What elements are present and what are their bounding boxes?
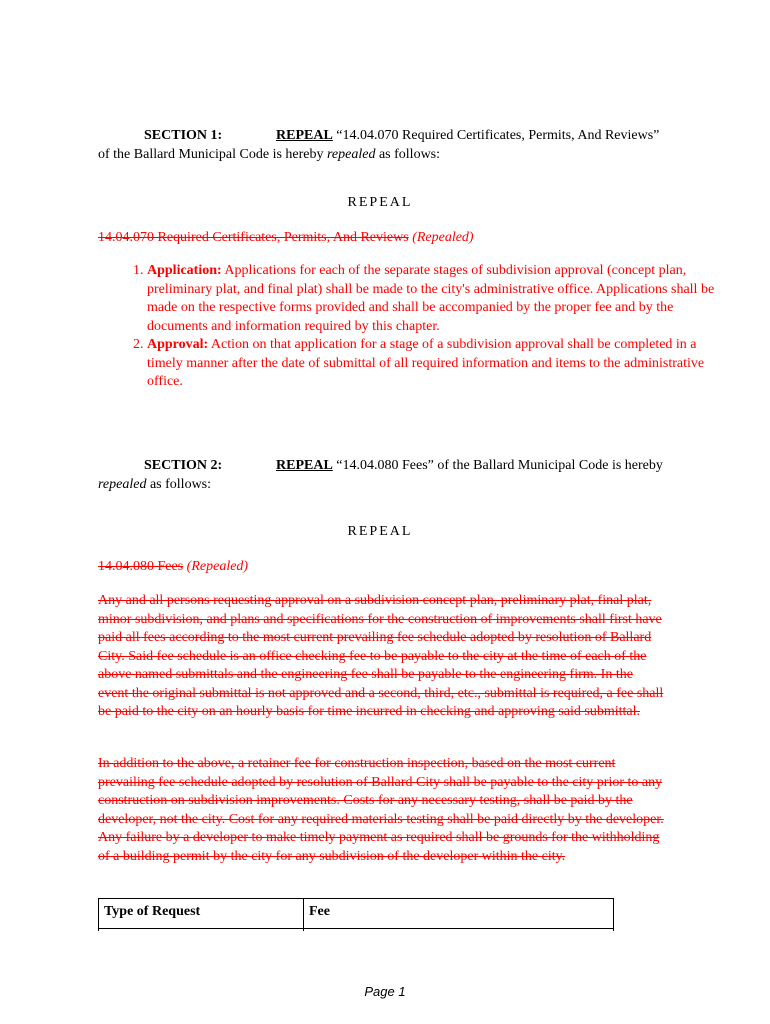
section-2-label: SECTION 2: [144, 458, 223, 473]
table-cell [99, 929, 304, 932]
repeal-heading-1: REPEAL [347, 195, 413, 210]
item-label: Application: [147, 263, 222, 278]
repeal-heading-2: REPEAL [347, 524, 413, 539]
subtitle-1-struck: 14.04.070 Required Certificates, Permits, And Reviews [98, 230, 409, 245]
section-1-repeal-word: REPEAL [276, 128, 333, 143]
table-header-fee: Fee [304, 899, 614, 929]
page-number: Page 1 [364, 984, 406, 999]
subtitle-1 [98, 229, 474, 247]
list-item-application [147, 262, 717, 336]
fee-table [98, 898, 614, 931]
fees-paragraph-1: Any and all persons requesting approval on a subdivision concept plan, preliminary plat, final plat, minor subdivision, and plans and specifications for the construction of improvements shall first have paid all fees according to the most current prevailing fee schedule adopted by resolution of Ballard City. Said fee schedule is an office checking fee to be payable to the city at the time of each of the above named submittals and the engineering fee shall be payable to the engineering firm. In the event the original submittal is not approved and a second, third, etc., submittal is required, a fee shall be paid to the city on an hourly basis for time incurred in checking and approving said submittal. [98, 593, 664, 719]
section-2-text-a: “14.04.080 Fees” of the Ballard Municipal Code is hereby [332, 458, 663, 473]
section-2-repeal-word: REPEAL [276, 458, 333, 473]
item-text: Action on that application for a stage of a subdivision approval shall be completed in a timely manner after the date of submittal of all required information and items to the administrative office. [147, 337, 705, 389]
table-header-row [99, 899, 614, 929]
section-2-text-b: as follows: [146, 477, 212, 492]
subtitle-2-note: (Repealed) [186, 559, 249, 574]
list-item-approval [147, 336, 717, 392]
subtitle-1-note: (Repealed) [412, 230, 474, 245]
fees-paragraph-2: In addition to the above, a retainer fee for construction inspection, based on the most current prevailing fee schedule adopted by resolution of Ballard City shall be payable to the city prior to any construction on subdivision improvements. Costs for any necessary testing, shall be paid by the developer, not the city. Cost for any required materials testing shall be paid directly by the developer. Any failure by a developer to make timely payment as required shall be grounds for the withholding of a building permit by the city for any subdivision of the developer within the city. [98, 756, 664, 864]
subtitle-2-struck: 14.04.080 Fees [98, 559, 184, 574]
section-1-heading [98, 126, 673, 164]
section-1-repealed-word: repealed [327, 147, 376, 162]
item-text: Applications for each of the separate stages of subdivision approval (concept plan, preliminary plat, and final plat) shall be made to the city's administrative office. Applications shall be made on the respective forms provided and shall be accompanied by the proper fee and by the documents and information required by this chapter. [147, 263, 715, 334]
table-header-type: Type of Request [99, 899, 304, 929]
section-1-text-a: “14.04.070 Required Certificates, Permits, And Reviews” of the Ballard Municipal Code is hereby [98, 128, 660, 162]
section-2-heading [98, 456, 673, 494]
section-2-repealed-word: repealed [98, 477, 147, 492]
section-1-text-b: as follows: [375, 147, 441, 162]
subtitle-2 [98, 558, 248, 576]
table-cell [304, 929, 614, 932]
repealed-items-list [98, 262, 717, 392]
item-label: Approval: [147, 337, 209, 352]
section-1-label: SECTION 1: [144, 128, 223, 143]
table-row [99, 929, 614, 932]
